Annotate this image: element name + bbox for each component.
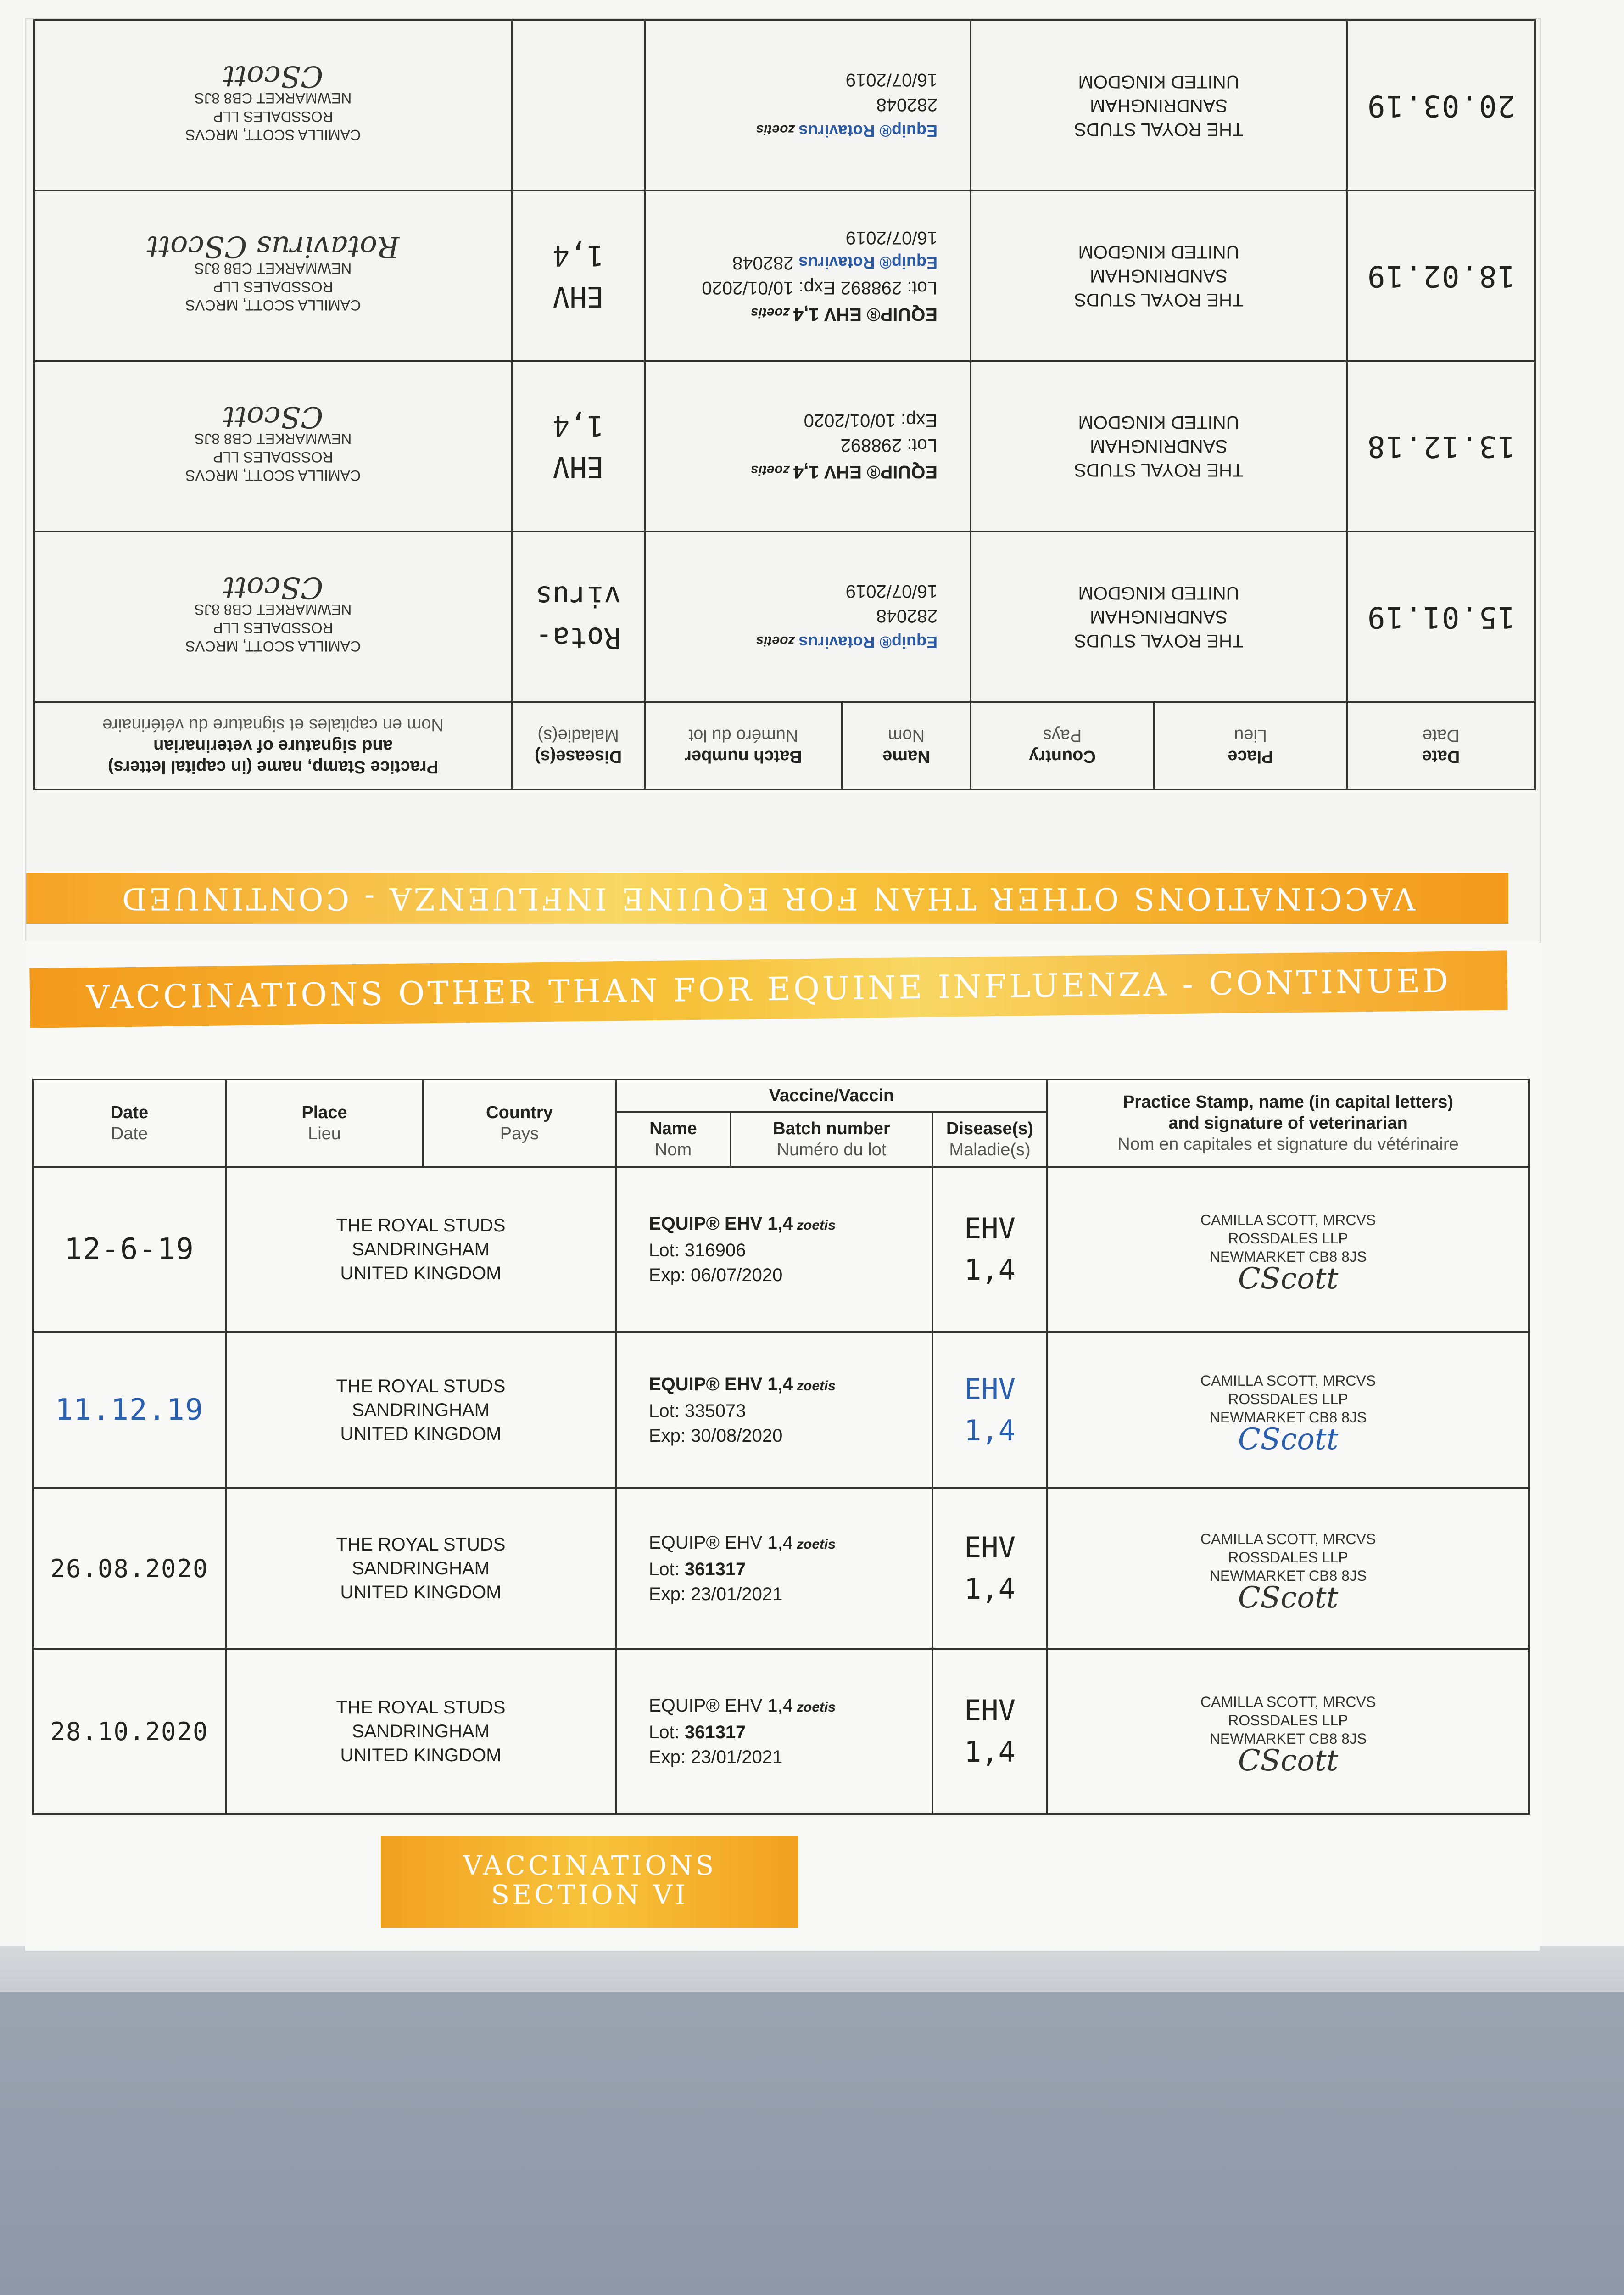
header-practice: Practice Stamp, name (in capital letters) and signature of veterinarian Nom en capitales et signature du vétérinaire [1047,1080,1529,1167]
upside-down-banner: VACCINATIONS OTHER THAN FOR EQUINE INFLUENZA - CONTINUED [26,873,1508,924]
table-row [33,1167,1529,1332]
vaccine-label: EQUIP® EHV 1,4zoetis Lot: 298892 Exp: 10/01/2020 Equip® Rotavirus 282048 16/07/2019 [645,190,971,361]
table-row [33,1488,1529,1649]
continued-banner: VACCINATIONS OTHER THAN FOR EQUINE INFLUENZA - CONTINUED [29,950,1507,1028]
practice-stamp: CAMILLA SCOTT, MRCVS ROSSDALES LLP NEWMARKET CB8 8JS CScott [1047,1332,1529,1488]
upside-down-table-container [26,19,1540,800]
disease-cell: EHV 1,4 [932,1167,1047,1332]
vet-signature: CScott [1238,1422,1339,1456]
date-cell: 26.08.2020 [33,1488,226,1649]
vaccination-table [32,1079,1530,1815]
table-row [33,1332,1529,1488]
table-row [34,361,1535,532]
scanner-background [0,1992,1624,2295]
header-batch: Batch number Numéro du lot [731,1112,932,1167]
date-cell: 11.12.19 [33,1332,226,1488]
header-country: Country Pays [423,1080,616,1167]
vet-signature: CScott [223,59,324,93]
scanner-edge [0,1946,1624,1997]
disease-cell: EHV 1,4 [512,190,645,361]
date-cell: 20.03.19 [1347,20,1535,190]
vaccine-label: EQUIP® EHV 1,4 zoetis Lot: 335073 Exp: 30/08/2020 [616,1332,932,1488]
section-banner: VACCINATIONS SECTION VI [381,1836,798,1928]
vaccine-label: EQUIP® EHV 1,4zoetis Lot: 298892 Exp: 10/01/2020 [645,361,971,532]
practice-stamp: CAMILLA SCOTT, MRCVS ROSSDALES LLP NEWMARKET CB8 8JS Rotavirus CScott [34,190,512,361]
practice-stamp: CAMILLA SCOTT, MRCVS ROSSDALES LLP NEWMARKET CB8 8JS CScott [1047,1649,1529,1814]
practice-stamp: CAMILLA SCOTT, MRCVS ROSSDALES LLP NEWMARKET CB8 8JS CScott [1047,1488,1529,1649]
header-practice: Practice Stamp, name (in capital letters) and signature of veterinarian Nom en capitales et signature du vétérinaire [34,702,512,789]
header-name: Name Nom [842,702,971,789]
header-disease: Disease(s) Maladie(s) [932,1112,1047,1167]
vet-signature: CScott [1238,1262,1339,1296]
place-cell: THE ROYAL STUDS SANDRINGHAM UNITED KINGDOM [971,20,1347,190]
practice-stamp: CAMILLA SCOTT, MRCVS ROSSDALES LLP NEWMARKET CB8 8JS CScott [34,532,512,702]
header-disease: Disease(s) Maladie(s) [512,702,645,789]
date-cell: 28.10.2020 [33,1649,226,1814]
place-cell: THE ROYAL STUDS SANDRINGHAM UNITED KINGDOM [226,1488,616,1649]
upside-down-page [25,18,1541,943]
disease-cell: EHV 1,4 [932,1649,1047,1814]
header-country: Country Pays [971,702,1154,789]
upside-header-row [34,702,1535,789]
disease-cell: Rota- virus [512,532,645,702]
header-date: Date Date [33,1080,226,1167]
vet-signature: CScott [1238,1581,1339,1615]
header-batch: Batch number Numéro du lot [645,702,842,789]
header-name: Name Nom [616,1112,731,1167]
place-cell: THE ROYAL STUDS SANDRINGHAM UNITED KINGDOM [226,1649,616,1814]
vaccine-label: Equip® Rotaviruszoetis 282048 16/07/2019 [645,20,971,190]
practice-stamp: CAMILLA SCOTT, MRCVS ROSSDALES LLP NEWMARKET CB8 8JS CScott [34,361,512,532]
vaccination-page [25,941,1540,1951]
table-row [34,20,1535,190]
date-cell: 12-6-19 [33,1167,226,1332]
header-place: Place Lieu [226,1080,423,1167]
table-row [34,190,1535,361]
header-place: Place Lieu [1154,702,1347,789]
header-vaccine-group: Vaccine/Vaccin [616,1080,1047,1112]
practice-stamp: CAMILLA SCOTT, MRCVS ROSSDALES LLP NEWMARKET CB8 8JS CScott [1047,1167,1529,1332]
date-cell: 13.12.18 [1347,361,1535,532]
vaccine-label: EQUIP® EHV 1,4 zoetis Lot: 361317 Exp: 23/01/2021 [616,1488,932,1649]
disease-cell: EHV 1,4 [932,1488,1047,1649]
date-cell: 18.02.19 [1347,190,1535,361]
vet-signature: CScott [223,400,324,434]
place-cell: THE ROYAL STUDS SANDRINGHAM UNITED KINGDOM [971,361,1347,532]
date-cell: 15.01.19 [1347,532,1535,702]
upside-down-vaccination-table [33,19,1536,790]
disease-cell: EHV 1,4 [512,361,645,532]
place-cell: THE ROYAL STUDS SANDRINGHAM UNITED KINGDOM [971,532,1347,702]
place-cell: THE ROYAL STUDS SANDRINGHAM UNITED KINGDOM [226,1332,616,1488]
table-row [33,1649,1529,1814]
place-cell: THE ROYAL STUDS SANDRINGHAM UNITED KINGDOM [226,1167,616,1332]
header-row-group [33,1080,1529,1112]
header-date: Date Date [1347,702,1535,789]
vet-signature: CScott [1238,1744,1339,1778]
vaccine-label: Equip® Rotaviruszoetis 282048 16/07/2019 [645,532,971,702]
vaccine-label: EQUIP® EHV 1,4 zoetis Lot: 361317 Exp: 23/01/2021 [616,1649,932,1814]
practice-stamp: CAMILLA SCOTT, MRCVS ROSSDALES LLP NEWMARKET CB8 8JS CScott [34,20,512,190]
table-row [34,532,1535,702]
disease-cell: EHV 1,4 [932,1332,1047,1488]
disease-cell [512,20,645,190]
vet-signature: CScott [223,570,324,605]
vaccine-label: EQUIP® EHV 1,4 zoetis Lot: 316906 Exp: 06/07/2020 [616,1167,932,1332]
place-cell: THE ROYAL STUDS SANDRINGHAM UNITED KINGDOM [971,190,1347,361]
vet-signature: Rotavirus CScott [146,230,400,264]
